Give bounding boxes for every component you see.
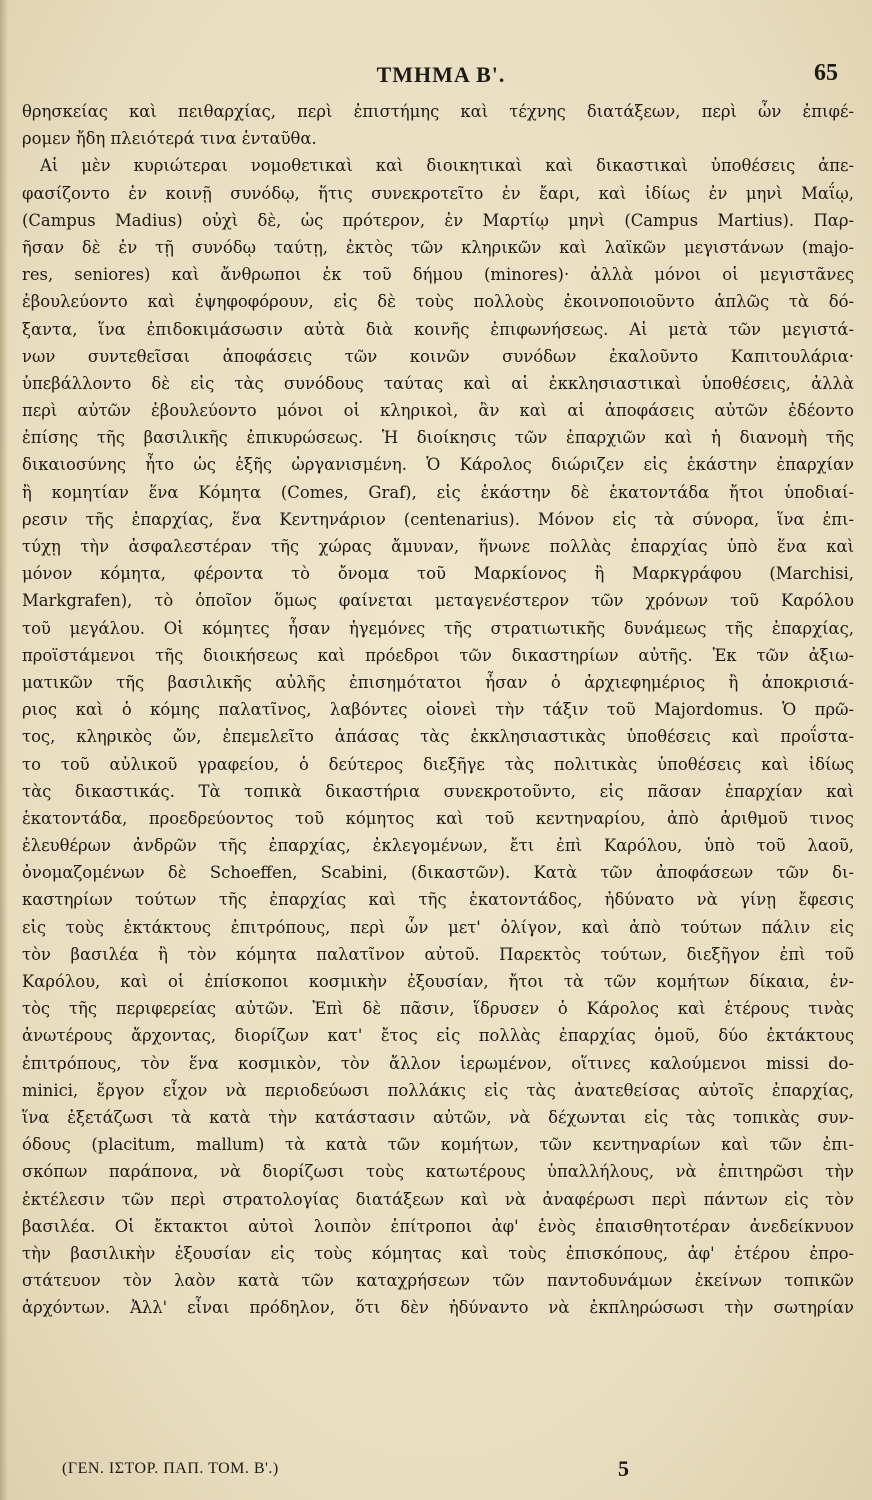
text-line: τὸς τῆς περιφερείας αὐτῶν. Ἐπὶ δὲ πᾶσιν, ἵδρυσεν ὁ Κάρολος καὶ ἑτέρους τινὰς bbox=[22, 999, 854, 1019]
text-line: ὑπεβάλλοντο δὲ εἰς τὰς συνόδους ταύτας καὶ αἱ ἐκκλησιαστικαὶ ὑποθέσεις, ἀλλὰ bbox=[22, 373, 854, 393]
text-line: τύχῃ τὴν ἀσφαλεστέραν τῆς χώρας ἄμυναν, ἥνωνε πολλὰς ἐπαρχίας ὑπὸ ἕνα καὶ bbox=[22, 537, 854, 556]
text-line: ἀνωτέρους ἄρχοντας, διορίζων κατ' ἔτος εἰς πολλὰς ἐπαρχίας ὁμοῦ, δύο ἐκτάκτους bbox=[22, 1026, 854, 1046]
text-line: (Campus Madius) οὐχὶ δὲ, ὡς πρότερον, ἐν Μαρτίῳ μηνὶ (Campus Martius). Παρ- bbox=[22, 210, 854, 230]
text-line: καστηρίων τούτων τῆς ἐπαρχίας καὶ τῆς ἑκατοντάδος, ἠδύνατο νὰ γίνῃ ἔφεσις bbox=[22, 890, 854, 910]
text-line: δικαιοσύνης ἦτο ὡς ἑξῆς ὠργανισμένη. Ὁ Κάρολος διώριζεν εἰς ἑκάστην ἐπαρχίαν bbox=[22, 455, 854, 475]
text-line: ἀρχόντων. Ἀλλ' εἶναι πρόδηλον, ὅτι δὲν ἠδύναντο νὰ ἐκπληρώσωσι τὴν σωτηρίαν bbox=[22, 1298, 854, 1318]
text-line: προϊστάμενοι τῆς διοικήσεως καὶ πρόεδροι τῶν δικαστηρίων αὐτῆς. Ἐκ τῶν ἀξιω- bbox=[22, 645, 854, 665]
text-line: τὰς δικαστικάς. Τὰ τοπικὰ δικαστήρια συνεκροτοῦντο, εἰς πᾶσαν ἐπαρχίαν καὶ bbox=[22, 781, 854, 801]
text-line: ξαντα, ἵνα ἐπιδοκιμάσωσιν αὐτὰ διὰ κοινῆς ἐπιφωνήσεως. Αἱ μετὰ τῶν μεγιστά- bbox=[22, 319, 854, 339]
text-line: τοῦ μεγάλου. Οἱ κόμητες ἦσαν ἡγεμόνες τῆς στρατιωτικῆς δυνάμεως τῆς ἐπαρχίας, bbox=[22, 618, 854, 638]
page-header bbox=[40, 62, 842, 96]
text-line: βασιλέα. Οἱ ἔκτακτοι αὐτοὶ λοιπὸν ἐπίτροποι ἀφ' ἑνὸς ἐπαισθητοτέραν ἀνεδείκνυον bbox=[22, 1216, 854, 1236]
text-line: ρεσιν τῆς ἐπαρχίας, ἕνα Κεντηνάριον (centenarius). Μόνον εἰς τὰ σύνορα, ἵνα ἐπι- bbox=[22, 509, 854, 529]
text-line: ρομεν ἤδη πλειότερά τινα ἐνταῦθα. bbox=[22, 129, 317, 149]
page-number: 65 bbox=[814, 60, 838, 86]
text-line: ἐλευθέρων ἀνδρῶν τῆς ἐπαρχίας, ἐκλεγομένων, ἔτι ἐπὶ Καρόλου, ὑπὸ τοῦ λαοῦ, bbox=[22, 836, 854, 856]
text-line: σκόπων παράπονα, νὰ διορίζωσι τοὺς κατωτέρους ὑπαλλήλους, νὰ ἐπιτηρῶσι τὴν bbox=[22, 1162, 854, 1182]
text-line: περὶ αὐτῶν ἐβουλεύοντο μόνοι οἱ κληρικοὶ, ἂν καὶ αἱ ἀποφάσεις αὐτῶν ἐδέοντο bbox=[22, 401, 854, 421]
text-line bbox=[22, 1349, 854, 1376]
text-line: ριος καὶ ὁ κόμης παλατῖνος, λαβόντες οἱονεὶ τὴν τάξιν τοῦ Majordomus. Ὁ πρῶ- bbox=[22, 700, 854, 720]
text-line: ἢ κομητίαν ἕνα Κόμητα (Comes, Graf), εἰς ἑκάστην δὲ ἑκατοντάδα ἤτοι ὑποδιαί- bbox=[22, 482, 854, 502]
text-line: το τοῦ αὐλικοῦ γραφείου, ὁ δεύτερος διεξῆγε τὰς πολιτικὰς ὑποθέσεις καὶ ἰδίως bbox=[22, 754, 854, 774]
text-line: νων συντεθεῖσαι ἀποφάσεις τῶν κοινῶν συνόδων ἐκαλοῦντο Καπιτουλάρια· bbox=[22, 346, 854, 366]
text-line: Αἱ μὲν κυριώτεραι νομοθετικαὶ καὶ διοικητικαὶ καὶ δικαστικαὶ ὑποθέσεις ἀπε- bbox=[40, 156, 854, 176]
running-title: ΤΜΗΜΑ Β'. bbox=[376, 62, 506, 87]
signature-mark: (ΓΕΝ. ΙΣΤΟΡ. ΠΑΠ. ΤΟΜ. Β'.) bbox=[62, 1460, 279, 1477]
text-line: ἵνα ἐξετάζωσι τὰ κατὰ τὴν κατάστασιν αὐτῶν, νὰ δέχωνται εἰς τὰς τοπικὰς συν- bbox=[22, 1107, 854, 1127]
sheet-number: 5 bbox=[618, 1456, 629, 1481]
text-line: θρησκείας καὶ πειθαρχίας, περὶ ἐπιστήμης καὶ τέχνης διατάξεων, περὶ ὧν ἐπιφέ- bbox=[22, 102, 854, 121]
text-line: minici, ἔργον εἶχον νὰ περιοδεύωσι πολλάκις εἰς τὰς ἀνατεθείσας αὐτοῖς ἐπαρχίας, bbox=[22, 1080, 854, 1100]
text-line: ματικῶν τῆς βασιλικῆς αὐλῆς ἐπισημότατοι ἦσαν ὁ ἀρχιεφημέριος ἢ ἀποκρισιά- bbox=[22, 672, 854, 692]
text-line: εἰς τοὺς ἐκτάκτους ἐπιτρόπους, περὶ ὧν μετ' ὀλίγον, καὶ ἀπὸ τούτων πάλιν εἰς bbox=[22, 917, 854, 937]
text-line: φασίζοντο ἐν κοινῇ συνόδῳ, ἥτις συνεκροτεῖτο ἐν ἔαρι, καὶ ἰδίως ἐν μηνὶ Μαΐῳ, bbox=[22, 183, 854, 203]
text-line: ὀνομαζομένων δὲ Schoeffen, Scabini, (δικαστῶν). Κατὰ τῶν ἀποφάσεων τῶν δι- bbox=[22, 863, 854, 883]
text-line: ἐκτέλεσιν τῶν περὶ στρατολογίας διατάξεων καὶ νὰ ἀναφέρωσι περὶ πάντων εἰς τὸν bbox=[22, 1189, 854, 1209]
page-edge-shadow bbox=[0, 0, 8, 1500]
text-line: ἐβουλεύοντο καὶ ἐψηφοφόρουν, εἰς δὲ τοὺς πολλοὺς ἐκοινοποιοῦντο ἁπλῶς τὰ δό- bbox=[22, 292, 854, 312]
text-line: τὴν βασιλικὴν ἐξουσίαν εἰς τοὺς κόμητας καὶ τοὺς ἐπισκόπους, ἀφ' ἑτέρου ἐπρο- bbox=[22, 1243, 854, 1263]
text-line: τος, κληρικὸς ὤν, ἐπεμελεῖτο ἁπάσας τὰς ἐκκλησιαστικὰς ὑποθέσεις καὶ προΐστα- bbox=[22, 727, 854, 747]
body-text bbox=[22, 98, 854, 1376]
text-line bbox=[22, 1321, 854, 1348]
text-line: μόνον κόμητα, φέροντα τὸ ὄνομα τοῦ Μαρκίονος ἢ Μαρκγράφου (Marchisi, bbox=[22, 564, 854, 584]
text-line: res, seniores) καὶ ἄνθρωποι ἐκ τοῦ δήμου (minores)· ἀλλὰ μόνοι οἱ μεγιστᾶνες bbox=[22, 265, 854, 285]
page-footer bbox=[40, 1456, 832, 1490]
text-line: στάτευον τὸν λαὸν κατὰ τῶν καταχρήσεων τῶν παντοδυνάμων ἐκείνων τοπικῶν bbox=[22, 1271, 854, 1291]
text-line: όδους (placitum, mallum) τὰ κατὰ τῶν κομήτων, τῶν κεντηναρίων καὶ τῶν ἐπι- bbox=[22, 1135, 854, 1155]
text-line: ἑκατοντάδα, προεδρεύοντος τοῦ κόμητος καὶ τοῦ κεντηναρίου, ἀπὸ ἀριθμοῦ τινος bbox=[22, 808, 854, 828]
text-line: Καρόλου, καὶ οἱ ἐπίσκοποι κοσμικὴν ἐξουσίαν, ἤτοι τὰ τῶν κομήτων δίκαια, ἐν- bbox=[22, 972, 854, 991]
text-line: ῆσαν δὲ ἐν τῇ συνόδῳ ταύτῃ, ἐκτὸς τῶν κληρικῶν καὶ λαϊκῶν μεγιστάνων (majo- bbox=[22, 237, 854, 257]
text-line: ἐπίσης τῆς βασιλικῆς ἐπικυρώσεως. Ἡ διοίκησις τῶν ἐπαρχιῶν καὶ ἡ διανομὴ τῆς bbox=[22, 428, 854, 448]
text-line: ἐπιτρόπους, τὸν ἕνα κοσμικὸν, τὸν ἄλλον ἱερωμένον, οἵτινες καλούμενοι missi do- bbox=[22, 1053, 854, 1073]
text-line: τὸν βασιλέα ἢ τὸν κόμητα παλατῖνον αὐτοῦ. Παρεκτὸς τούτων, διεξῆγον ἐπὶ τοῦ bbox=[22, 944, 854, 964]
text-line: Markgrafen), τὸ ὁποῖον ὅμως φαίνεται μεταγενέστερον τῶν χρόνων τοῦ Καρόλου bbox=[22, 591, 854, 611]
